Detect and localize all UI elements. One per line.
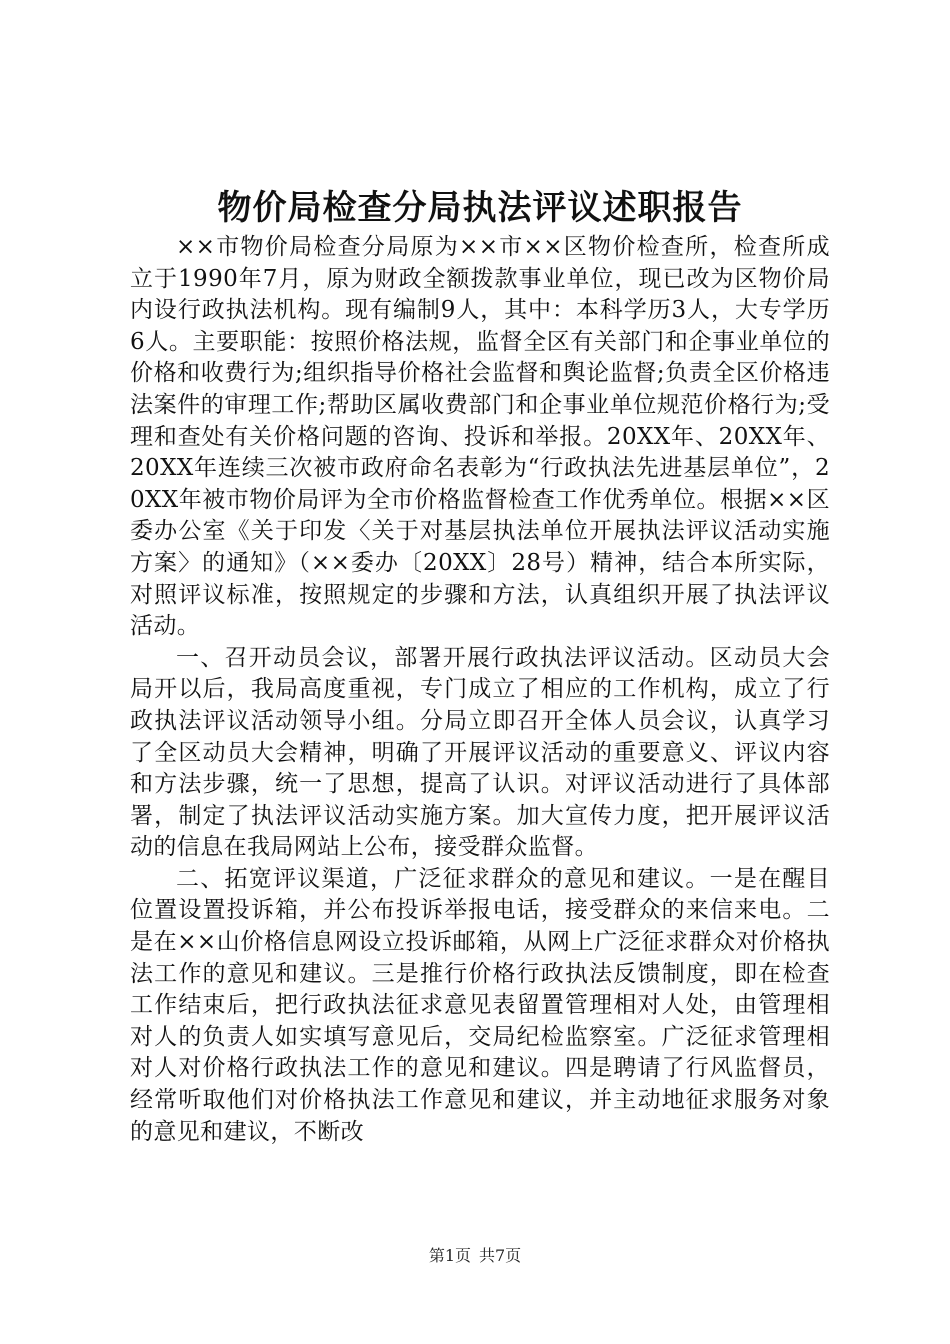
page-total: 共7页 — [479, 1246, 522, 1265]
document-body — [130, 232, 830, 1148]
page-footer — [0, 1245, 950, 1267]
paragraph-section-one: 一、召开动员会议，部署开展行政执法评议活动。区动员大会局开以后，我局高度重视，专门成立了相应的工作机构，成立了行政执法评议活动领导小组。分局立即召开全体人员会议，认真学习了全区动员大会精神，明确了开展评议活动的重要意义、评议内容和方法步骤，统一了思想，提高了认识。对评议活动进行了具体部署，制定了执法评议活动实施方案。加大宣传力度，把开展评议活动的信息在我局网站上公布，接受群众监督。 — [130, 644, 830, 861]
paragraph-section-two: 二、拓宽评议渠道，广泛征求群众的意见和建议。一是在醒目位置设置投诉箱，并公布投诉举报电话，接受群众的来信来电。二是在××山价格信息网设立投诉邮箱，从网上广泛征求群众对价格执法工作的意见和建议。三是推行价格行政执法反馈制度，即在检查工作结束后，把行政执法征求意见表留置管理相对人处，由管理相对人的负责人如实填写意见后，交局纪检监察室。广泛征求管理相对人对价格行政执法工作的意见和建议。四是聘请了行风监督员，经常听取他们对价格执法工作意见和建议，并主动地征求服务对象的意见和建议，不断改 — [130, 865, 830, 1145]
document-title: 物价局检查分局执法评议述职报告 — [217, 188, 743, 228]
page-number: 第1页 — [428, 1246, 471, 1265]
paragraph-intro: ××市物价局检查分局原为××市××区物价检查所，检查所成立于1990年7月，原为财政全额拨款事业单位，现已改为区物价局内设行政执法机构。现有编制9人，其中：本科学历3人，大专学历6人。主要职能：按照价格法规，监督全区有关部门和企事业单位的价格和收费行为;组织指导价格社会监督和舆论监督;负责全区价格违法案件的审理工作;帮助区属收费部门和企事业单位规范价格行为;受理和查处有关价格问题的咨询、投诉和举报。20XX年、20XX年、20XX年连续三次被市政府命名表彰为“行政执法先进基层单位”，20XX年被市物价局评为全市价格监督检查工作优秀单位。根据××区委办公室《关于印发〈关于对基层执法单位开展执法评议活动实施方案〉的通知》（××委办〔20XX〕28号）精神，结合本所实际，对照评议标准，按照规定的步骤和方法，认真组织开展了执法评议活动。 — [130, 234, 830, 640]
